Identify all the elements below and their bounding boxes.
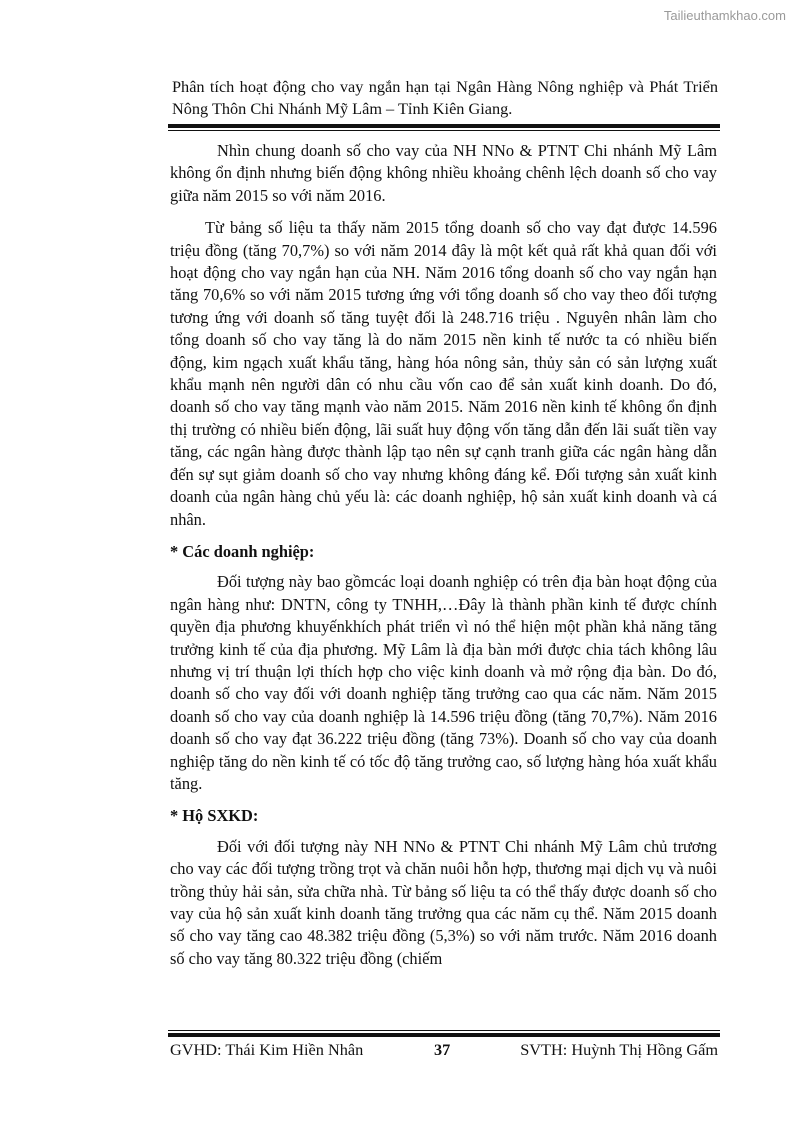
footer-divider-thin xyxy=(168,1030,720,1031)
header-divider-thin xyxy=(168,130,720,131)
paragraph-households: Đối với đối tượng này NH NNo & PTNT Chi nhánh Mỹ Lâm chủ trương cho vay các đối tượng trồng trọt và chăn nuôi hỗn hợp, thương mại dịch vụ và nuôi trồng thủy hải sản, sửa chữa nhà. Từ bảng số liệu ta có thể thấy được doanh số cho vay của hộ sản xuất kinh doanh tăng trưởng qua các năm cụ thể. Năm 2015 doanh số cho vay tăng cao 48.382 triệu đồng (5,3%) so với năm trước. Năm 2016 doanh số cho vay tăng 80.322 triệu đồng (chiếm xyxy=(170,836,717,968)
footer-divider-thick xyxy=(168,1033,720,1037)
page-number: 37 xyxy=(434,1040,451,1059)
paragraph-overview: Nhìn chung doanh số cho vay của NH NNo & PTNT Chi nhánh Mỹ Lâm không ổn định nhưng biến động không nhiều khoảng chênh lệch doanh số cho vay giữa năm 2015 so với năm 2016. xyxy=(170,141,717,205)
watermark-text: Tailieuthamkhao.com xyxy=(663,8,786,23)
document-body xyxy=(170,140,717,980)
section-heading-enterprises: * Các doanh nghiệp: xyxy=(170,541,315,561)
footer-supervisor: GVHD: Thái Kim Hiền Nhân xyxy=(170,1040,364,1059)
paragraph-analysis: Từ bảng số liệu ta thấy năm 2015 tổng doanh số cho vay đạt được 14.596 triệu đồng (tăng 70,7%) so với năm 2014 đây là một kết quả rất khả quan đối với hoạt động cho vay ngắn hạn của NH. Năm 2016 tổng doanh số cho vay ngắn hạn tăng 70,6% so với năm 2015 tương ứng với tổng doanh số cho vay theo đối tượng tương ứng với doanh số tăng tuyệt đối là 248.716 triệu . Nguyên nhân làm cho tổng doanh số cho vay tăng là do năm 2015 nền kinh tế nước ta có nhiều biến động, kim ngạch xuất khẩu tăng, hàng hóa nông sản, thủy sản có sản lượng xuất khẩu mạnh nên người dân có nhu cầu vốn cao để sản xuất kinh doanh. Do đó, doanh số cho vay tăng mạnh vào năm 2015. Năm 2016 nền kinh tế không ổn định thị trường có nhiều biến động, lãi suất huy động vốn tăng dẫn đến lãi suất tiền vay tăng, các ngân hàng được thành lập tạo nên sự cạnh tranh giữa các ngân hàng dẫn đến sự sụt giảm doanh số cho vay nhưng không đáng kể. Đối tượng sản xuất kinh doanh của ngân hàng chủ yếu là: các doanh nghiệp, hộ sản xuất kinh doanh và cá nhân. xyxy=(170,218,717,529)
page-footer xyxy=(170,1039,718,1063)
footer-student: SVTH: Huỳnh Thị Hồng Gấm xyxy=(520,1040,718,1059)
header-divider-thick xyxy=(168,124,720,128)
section-heading-households: * Hộ SXKD: xyxy=(170,806,259,826)
paragraph-enterprises: Đối tượng này bao gồmcác loại doanh nghiệp có trên địa bàn hoạt động của ngân hàng như: DNTN, công ty TNHH,…Đây là thành phần kinh tế được chính quyền địa phương khuyếnkhích phát triển vì nó thể hiện một phần khả năng tăng trưởng kinh tế của địa phương. Mỹ Lâm là địa bàn mới được chia tách không lâu nhưng vị trí thuận lợi thích hợp cho việc kinh doanh và mở rộng địa bàn. Do đó, doanh số cho vay đối với doanh nghiệp tăng trưởng cao qua các năm. Năm 2015 doanh số cho vay của doanh nghiệp là 14.596 triệu đồng (tăng 70,7%). Năm 2016 doanh số cho vay đạt 36.222 triệu đồng (tăng 73%). Doanh số cho vay của doanh nghiệp tăng do nền kinh tế có tốc độ tăng trưởng cao, số lượng hàng hóa xuất khẩu tăng. xyxy=(170,572,717,793)
page-header-title: Phân tích hoạt động cho vay ngắn hạn tại Ngân Hàng Nông nghiệp và Phát Triển Nông Thôn Chi Nhánh Mỹ Lâm – Tỉnh Kiên Giang. xyxy=(172,77,718,118)
